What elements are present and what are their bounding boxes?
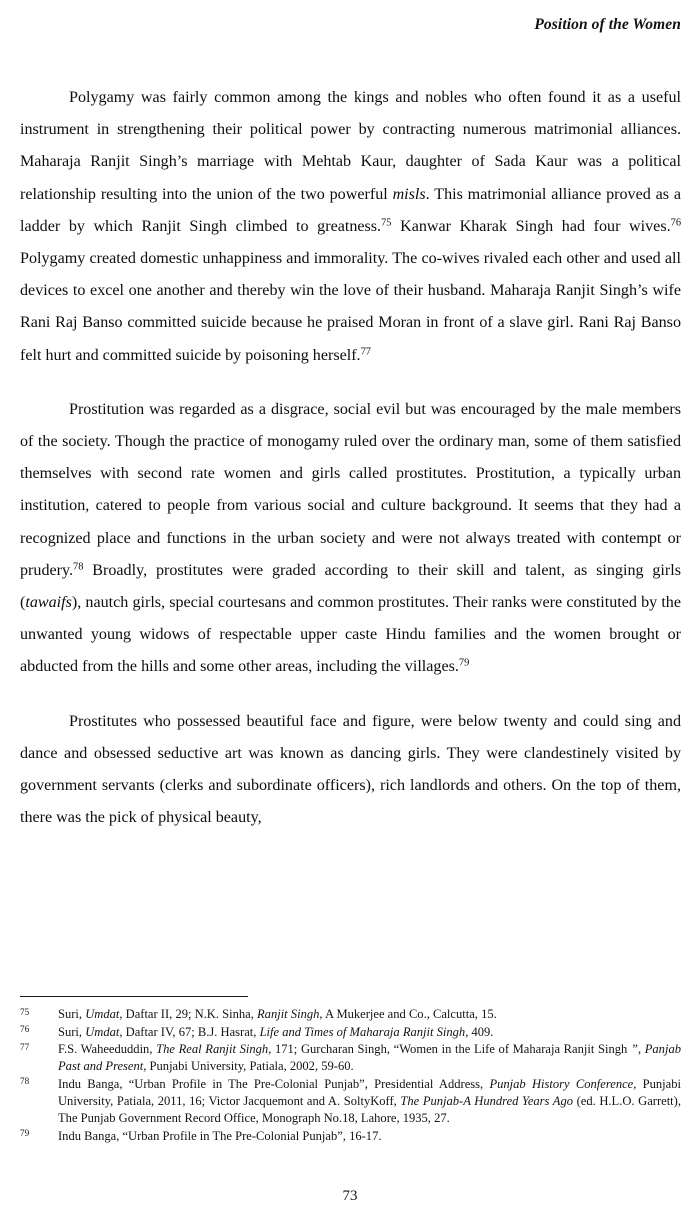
paragraph-prostitution xyxy=(20,394,681,684)
italic-run: Umdat xyxy=(85,1024,120,1039)
italic-run: The Punjab-A Hundred Years Ago xyxy=(400,1093,574,1108)
text-run: Broadly, prostitutes were graded according to their skill and talent, as singing girls ( xyxy=(20,561,681,612)
text-run: , Daftar II, 29; N.K. Sinha, xyxy=(119,1007,257,1021)
footnote-list xyxy=(20,1006,681,1145)
text-run: (ed. H.L.O. Garrett), The Punjab Government Record Office, Monograph No.18, Lahore, 1935, 27. xyxy=(58,1093,681,1126)
text-run: ), nautch girls, special courtesans and common prostitutes. Their ranks were constituted by the unwanted young widows of respectable upper caste Hindu families and the women brought or abducted from the hills and some other areas, including the villages. xyxy=(20,594,681,676)
italic-run: tawaifs xyxy=(25,594,72,612)
italic-run: Umdat xyxy=(85,1007,120,1021)
footnote-text-77 xyxy=(58,1041,681,1075)
body-text-block xyxy=(20,82,681,834)
italic-run: Ranjit Singh xyxy=(257,1007,320,1021)
text-run: , Punjabi University, Patiala, 2011, 16; Victor Jacquemont and A. SoltyKoff, xyxy=(58,1076,681,1108)
text-run: , 171; Gurcharan Singh, “Women in the Life of Maharaja Ranjit Singh xyxy=(268,1042,631,1057)
text-run: Indu Banga, “Urban Profile in The Pre-Colonial Punjab”, Presidential Address, xyxy=(58,1076,490,1091)
text-run: Indu Banga, “Urban Profile in The Pre-Colonial Punjab”, 16-17. xyxy=(58,1128,382,1143)
text-run: Kanwar Kharak Singh had four wives. xyxy=(391,217,671,235)
footnote-reference-75: 75 xyxy=(381,217,392,229)
footnote-entry-75 xyxy=(20,1006,681,1023)
footnote-entry-77 xyxy=(20,1041,681,1075)
footnote-separator-rule xyxy=(20,996,248,997)
footnote-number-77: 77 xyxy=(20,1041,30,1052)
italic-run: misls xyxy=(392,185,426,203)
text-run: F.S. Waheeduddin, xyxy=(58,1042,157,1057)
paragraph-dancing-girls xyxy=(20,706,681,835)
footnote-entry-76 xyxy=(20,1024,681,1041)
footnote-reference-76: 76 xyxy=(670,217,682,229)
text-run: Polygamy was fairly common among the kings and nobles who often found it as a useful instrument in strengthening their political power by contracting numerous matrimonial alliances. Maharaja Ranjit Singh’s marriage with Mehtab Kaur, daughter of Sada Kaur was a political relationship resulting into the union of the two powerful xyxy=(20,89,681,203)
italic-run: ”, Panjab Past and Present xyxy=(58,1042,681,1074)
footnote-text-78 xyxy=(58,1076,681,1127)
page-number: 73 xyxy=(342,1188,358,1204)
paragraph-polygamy xyxy=(20,82,681,372)
footnote-number-79: 79 xyxy=(20,1128,30,1139)
running-header-title: Position of the Women xyxy=(534,16,681,33)
text-run: . This matrimonial alliance proved as a ladder by which Ranjit Singh climbed to greatness. xyxy=(20,185,681,235)
footnote-number-76: 76 xyxy=(20,1024,30,1035)
text-run: Polygamy created domestic unhappiness and immorality. The co-wives rivaled each other and used all devices to excel one another and thereby win the love of their husband. Maharaja Ranjit Singh’s wife Rani Raj Banso committed suicide because he praised Moran in front of a slave girl. Rani Raj Banso felt hurt and committed suicide by poisoning herself. xyxy=(20,250,681,364)
footnote-text-76 xyxy=(58,1024,681,1041)
italic-run: Punjab History Conference xyxy=(489,1076,634,1091)
italic-run: Life and Times of Maharaja Ranjit Singh xyxy=(259,1024,466,1039)
text-run: , A Mukerjee and Co., Calcutta, 15. xyxy=(319,1007,497,1021)
footnote-text-79 xyxy=(58,1128,681,1145)
footnote-reference-78: 78 xyxy=(73,561,84,573)
footnote-reference-79: 79 xyxy=(458,657,470,669)
text-run: Prostitution was regarded as a disgrace, social evil but was encouraged by the male members of the society. Though the practice of monogamy ruled over the ordinary man, some of them satisfied themselves with second rate women and girls called prostitutes. Prostitution, a typically urban institution, catered to people from various social and culture background. It seems that they had a recognized place and functions in the urban society and were not always treated with contempt or prudery. xyxy=(20,400,681,579)
text-run: Suri, xyxy=(58,1024,86,1039)
footnote-number-75: 75 xyxy=(20,1006,30,1017)
text-run: , Daftar IV, 67; B.J. Hasrat, xyxy=(119,1024,260,1039)
footnote-number-78: 78 xyxy=(20,1076,30,1087)
text-run: Suri, xyxy=(58,1007,86,1021)
italic-run: The Real Ranjit Singh xyxy=(156,1042,269,1057)
footnote-reference-77: 77 xyxy=(360,346,371,358)
footnote-entry-78 xyxy=(20,1076,681,1127)
footnote-entry-79 xyxy=(20,1128,681,1145)
footnote-text-75 xyxy=(58,1006,681,1023)
footnote-area xyxy=(20,996,681,1145)
text-run: , 409. xyxy=(465,1024,494,1039)
text-run: Prostitutes who possessed beautiful face and figure, were below twenty and could sing and dance and obsessed seductive art was known as dancing girls. They were clandestinely visited by government servants (clerks and subordinate officers), rich landlords and others. On the top of them, there was the pick of physical beauty, xyxy=(20,712,681,827)
text-run: , Punjabi University, Patiala, 2002, 59-60. xyxy=(143,1059,354,1074)
